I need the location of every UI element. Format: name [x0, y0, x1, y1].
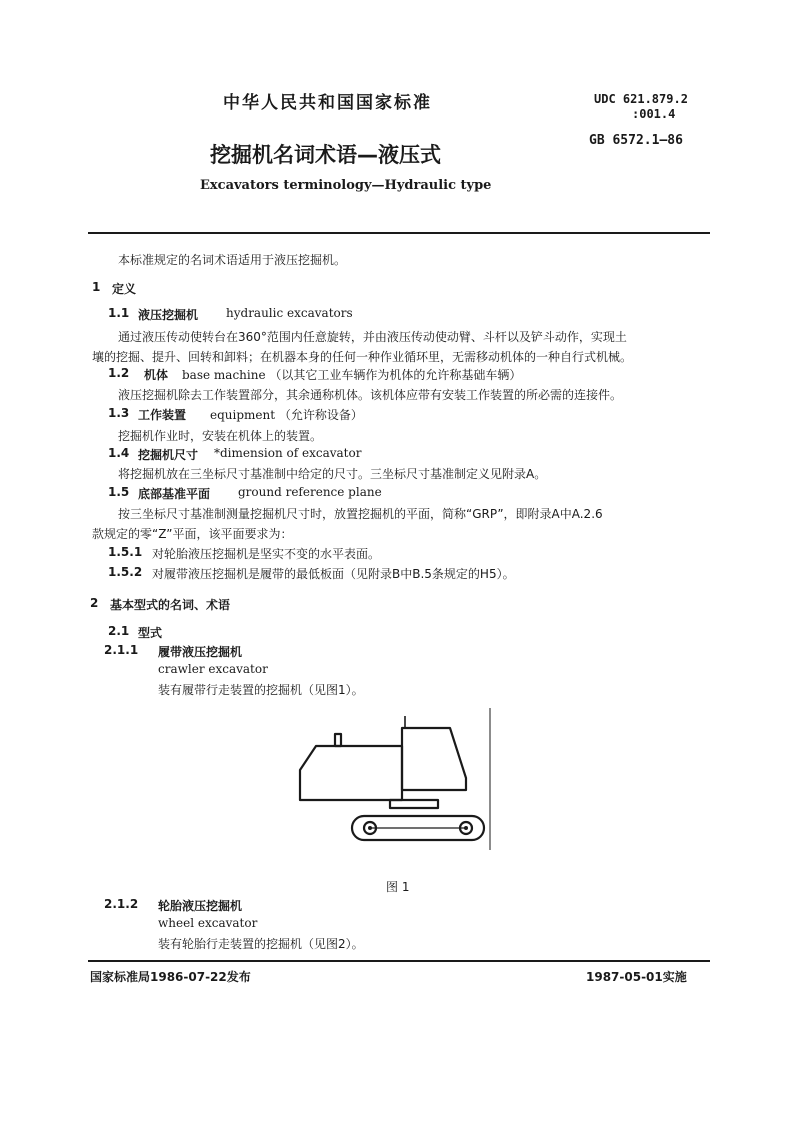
- section-1-2-term-en: base machine （以其它工业车辆作为机体的允许称基础车辆）: [182, 368, 522, 382]
- header-rule: [88, 232, 710, 234]
- section-2-1-number: 2.1: [108, 624, 130, 638]
- section-2-1-2-text: 装有轮胎行走装置的挖掘机（见图2）。: [158, 937, 364, 951]
- section-2-1-1-term: 履带液压挖掘机: [158, 645, 243, 659]
- page-title-en: Excavators terminology—Hydraulic type: [200, 178, 492, 193]
- section-2-number: 2: [90, 596, 99, 610]
- section-1-5-2-number: 1.5.2: [108, 565, 143, 579]
- section-2-1-1-number: 2.1.1: [104, 643, 139, 657]
- idler-hub-left: [368, 826, 372, 830]
- section-1-5-term: 底部基准平面: [138, 487, 211, 501]
- issue-date: 国家标准局1986-07-22发布: [90, 970, 251, 984]
- section-1-4-text: 将挖掘机放在三坐标尺寸基准制中给定的尺寸。三坐标尺寸基准制定义见附录A。: [118, 467, 547, 481]
- section-1-5-number: 1.5: [108, 485, 130, 499]
- section-1-2-text: 液压挖掘机除去工作装置部分，其余通称机体。该机体应带有安装工作装置的所必需的连接件。: [118, 388, 623, 402]
- section-1-4-term: 挖掘机尺寸: [138, 448, 199, 462]
- section-1-1-term: 液压挖掘机: [138, 308, 199, 322]
- section-1-5-1-text: 对轮胎液压挖掘机是坚实不变的水平表面。: [152, 547, 381, 561]
- section-2-title: 基本型式的名词、术语: [110, 598, 231, 612]
- section-2-1-1-term-en: crawler excavator: [158, 662, 268, 676]
- section-1-1-term-en: hydraulic excavators: [226, 306, 353, 320]
- section-1-2-term: 机体: [144, 368, 169, 382]
- slewing-base: [390, 800, 438, 808]
- section-1-4-number: 1.4: [108, 446, 130, 460]
- section-1-3-text: 挖掘机作业时，安装在机体上的装置。: [118, 429, 323, 443]
- section-1-2-number: 1.2: [108, 366, 130, 380]
- section-1-title: 定义: [112, 282, 137, 296]
- standard-label: 中华人民共和国国家标准: [223, 93, 432, 113]
- crawler-excavator-figure: [290, 708, 500, 858]
- cab-outline: [402, 728, 466, 790]
- page-title: 挖掘机名词术语—液压式: [210, 143, 441, 167]
- effective-date: 1987-05-01实施: [586, 970, 687, 984]
- section-2-1-title: 型式: [138, 626, 163, 640]
- intro-text: 本标准规定的名词术语适用于液压挖掘机。: [118, 253, 347, 267]
- section-1-1-text-line2: 壤的挖掘、提升、回转和卸料；在机器本身的任何一种作业循环里，无需移动机体的一种自行式机械。: [92, 350, 633, 364]
- figure-1-caption: 图 1: [386, 880, 410, 894]
- section-1-1-number: 1.1: [108, 306, 130, 320]
- gb-code: GB 6572.1—86: [589, 133, 683, 148]
- section-1-number: 1: [92, 280, 101, 294]
- section-1-3-term-en: equipment （允许称设备）: [210, 408, 363, 422]
- section-2-1-1-text: 装有履带行走装置的挖掘机（见图1）。: [158, 683, 364, 697]
- section-2-1-2-term-en: wheel excavator: [158, 916, 258, 930]
- section-1-5-1-number: 1.5.1: [108, 545, 143, 559]
- section-1-4-term-en: *dimension of excavator: [214, 446, 362, 460]
- section-1-1-text-line1: 通过液压传动使转台在360°范围内任意旋转，并由液压传动使动臂、斗杆以及铲斗动作，实现土: [118, 330, 627, 344]
- section-1-5-text-line2: 款规定的零“Z”平面，该平面要求为：: [92, 527, 293, 541]
- engine-body-outline: [300, 746, 402, 800]
- idler-hub-right: [464, 826, 468, 830]
- udc-code-line2: :001.4: [632, 107, 676, 121]
- section-1-3-term: 工作装置: [138, 408, 187, 422]
- exhaust-stack: [335, 734, 341, 746]
- footer-rule: [88, 960, 710, 962]
- section-1-5-text-line1: 按三坐标尺寸基准制测量挖掘机尺寸时，放置挖掘机的平面，简称“GRP”，即附录A中A.2.6: [118, 507, 603, 521]
- section-2-1-2-number: 2.1.2: [104, 897, 139, 911]
- section-1-5-term-en: ground reference plane: [238, 485, 382, 499]
- udc-code-line1: UDC 621.879.2: [594, 92, 688, 106]
- section-1-3-number: 1.3: [108, 406, 130, 420]
- section-2-1-2-term: 轮胎液压挖掘机: [158, 899, 243, 913]
- section-1-5-2-text: 对履带液压挖掘机是履带的最低板面（见附录B中B.5条规定的H5）。: [152, 567, 515, 581]
